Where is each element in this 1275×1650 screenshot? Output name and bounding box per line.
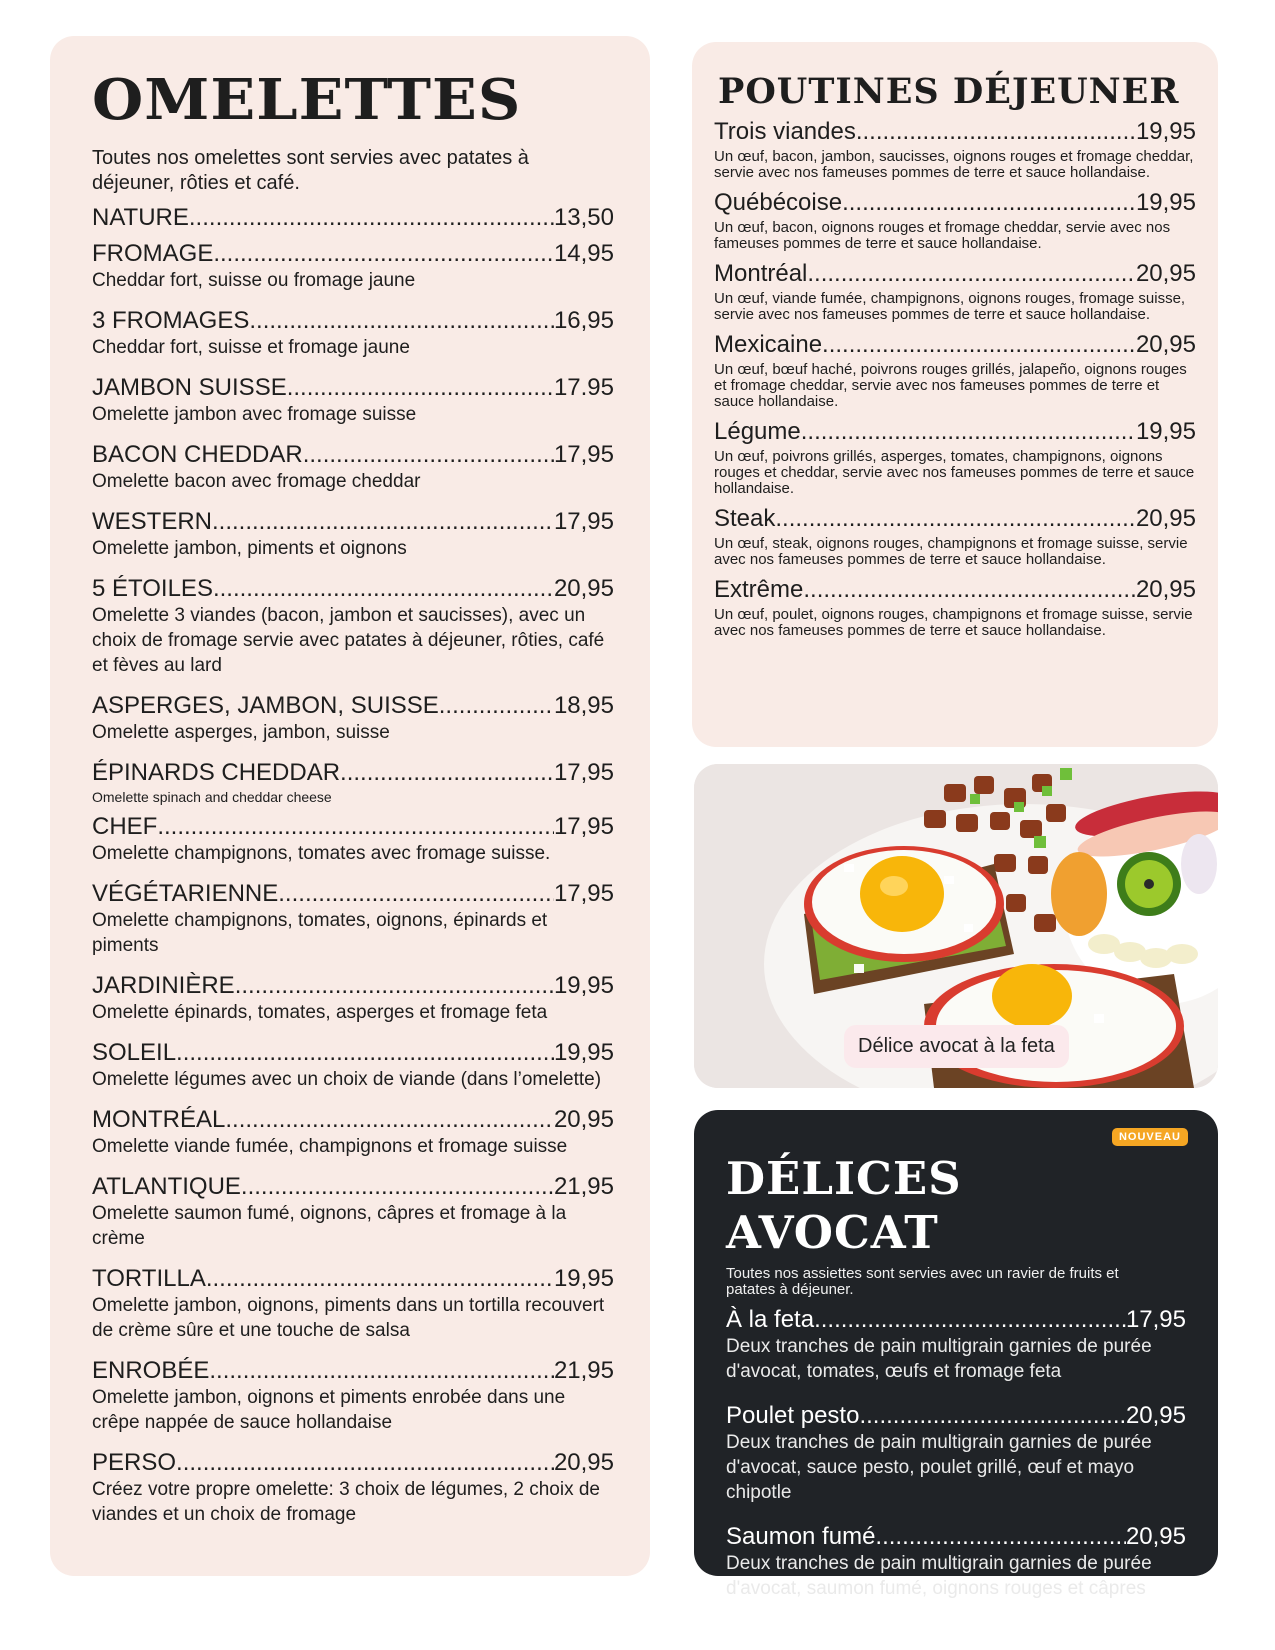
item-price: 18,95	[553, 692, 614, 719]
menu-item	[726, 1402, 1186, 1505]
item-description: Un œuf, steak, oignons rouges, champignons et fromage suisse, servie avec nos fameuses pommes de terre et sauce hollandaise.	[714, 535, 1188, 568]
item-price: 19,95	[1135, 418, 1196, 445]
item-description: Un œuf, poivrons grillés, asperges, tomates, champignons, oignons rouges et cheddar, servie avec nos fameuses pommes de terre et sauce hollandaise.	[714, 448, 1195, 497]
menu-item	[92, 813, 614, 866]
item-price: 19,95	[1135, 189, 1196, 216]
menu-item	[92, 1106, 614, 1159]
item-price: 20,95	[1135, 331, 1196, 358]
item-price: 16,95	[553, 307, 614, 334]
item-price: 19,95	[1135, 118, 1196, 145]
item-price: 17,95	[553, 880, 614, 907]
item-name: VÉGÉTARIENNE	[92, 880, 279, 907]
item-description: Un œuf, poulet, oignons rouges, champignons et fromage suisse, servie avec nos fameuses pommes de terre et sauce hollandaise.	[714, 606, 1193, 639]
item-price: 14,95	[553, 240, 614, 267]
item-description: Deux tranches de pain multigrain garnies de purée d'avocat, saumon fumé, oignons rouges et câpres	[726, 1553, 1152, 1599]
item-description: Créez votre propre omelette: 3 choix de légumes, 2 choix de viandes et un choix de fromage	[92, 1479, 600, 1525]
item-price: 17.95	[553, 374, 614, 401]
item-price: 20,95	[1135, 576, 1196, 603]
item-name: Saumon fumé	[726, 1523, 876, 1550]
item-price: 19,95	[553, 1039, 614, 1066]
item-description: Omelette asperges, jambon, suisse	[92, 722, 390, 743]
menu-item	[92, 759, 614, 807]
item-name: TORTILLA	[92, 1265, 206, 1292]
item-name: ATLANTIQUE	[92, 1173, 241, 1200]
menu-item	[92, 1449, 614, 1527]
menu-item	[92, 508, 614, 561]
item-name: WESTERN	[92, 508, 212, 535]
item-name: Légume	[714, 418, 801, 445]
item-price: 21,95	[553, 1357, 614, 1384]
photo-caption: Délice avocat à la feta	[844, 1025, 1069, 1068]
item-price: 20,95	[553, 1106, 614, 1133]
item-price: 17,95	[553, 441, 614, 468]
item-price: 17,95	[1125, 1306, 1186, 1333]
menu-item	[92, 1265, 614, 1343]
item-description: Un œuf, bacon, jambon, saucisses, oignons rouges et fromage cheddar, servie avec nos fameuses pommes de terre et sauce hollandaise.	[714, 148, 1194, 181]
omelettes-panel	[50, 36, 650, 1576]
omelettes-title: OMELETTES	[92, 67, 522, 133]
item-description: Omelette épinards, tomates, asperges et fromage feta	[92, 1002, 548, 1023]
item-description: Cheddar fort, suisse ou fromage jaune	[92, 270, 416, 291]
menu-item	[92, 1173, 614, 1251]
menu-item	[714, 189, 1196, 252]
item-name: JARDINIÈRE	[92, 972, 235, 999]
item-description: Omelette jambon avec fromage suisse	[92, 404, 417, 425]
item-name: Poulet pesto	[726, 1402, 860, 1429]
item-name: FROMAGE	[92, 240, 214, 267]
item-description: Deux tranches de pain multigrain garnies de purée d'avocat, sauce pesto, poulet grillé, œuf et mayo chipotle	[726, 1432, 1152, 1503]
item-price: 20,95	[1125, 1523, 1186, 1550]
menu-item	[726, 1306, 1186, 1384]
avocat-title: DÉLICES AVOCAT	[726, 1152, 962, 1259]
item-description: Omelette jambon, oignons, piments dans un tortilla recouvert de crème sûre et une touche de salsa	[92, 1295, 605, 1341]
item-description: Un œuf, bacon, oignons rouges et fromage cheddar, servie avec nos fameuses pommes de terre et sauce hollandaise.	[714, 219, 1171, 252]
item-price: 20,95	[553, 1449, 614, 1476]
menu-item	[714, 576, 1196, 639]
item-description: Omelette jambon, piments et oignons	[92, 538, 407, 559]
menu-item	[92, 441, 614, 494]
avocat-list	[726, 1306, 1186, 1601]
item-name: ENROBÉE	[92, 1357, 210, 1384]
item-name: Trois viandes	[714, 118, 856, 145]
omelettes-intro: Toutes nos omelettes sont servies avec patates à déjeuner, rôties et café.	[92, 147, 529, 194]
item-description: Deux tranches de pain multigrain garnies de purée d'avocat, tomates, œufs et fromage feta	[726, 1336, 1152, 1382]
menu-item	[92, 307, 614, 360]
item-price: 13,50	[553, 204, 614, 231]
item-name: MONTRÉAL	[92, 1106, 226, 1133]
new-badge: NOUVEAU	[1112, 1128, 1188, 1146]
item-description: Omelette saumon fumé, oignons, câpres et fromage à la crème	[92, 1203, 567, 1249]
item-name: JAMBON SUISSE	[92, 374, 287, 401]
menu-item	[92, 692, 614, 745]
item-description: Omelette 3 viandes (bacon, jambon et saucisses), avec un choix de fromage servie avec patates à déjeuner, rôties, café et fèves au lard	[92, 605, 605, 676]
item-description: Omelette spinach and cheddar cheese	[92, 789, 332, 805]
item-price: 17,95	[553, 759, 614, 786]
item-price: 21,95	[553, 1173, 614, 1200]
item-description: Cheddar fort, suisse et fromage jaune	[92, 337, 410, 358]
item-name: PERSO	[92, 1449, 177, 1476]
item-name: NATURE	[92, 204, 189, 231]
menu-item	[714, 118, 1196, 181]
item-description: Omelette jambon, oignons et piments enrobée dans une crêpe nappée de sauce hollandaise	[92, 1387, 566, 1433]
food-photo	[694, 764, 1218, 1088]
poutines-title: POUTINES DÉJEUNER	[718, 71, 1180, 112]
item-price: 20,95	[553, 575, 614, 602]
item-name: BACON CHEDDAR	[92, 441, 303, 468]
menu-item	[714, 418, 1196, 497]
item-price: 20,95	[1135, 260, 1196, 287]
item-name: Extrême	[714, 576, 804, 603]
menu-item	[92, 374, 614, 427]
item-description: Omelette bacon avec fromage cheddar	[92, 471, 421, 492]
item-name: Québécoise	[714, 189, 843, 216]
menu-item	[726, 1523, 1186, 1601]
item-name: Steak	[714, 505, 776, 532]
item-description: Omelette légumes avec un choix de viande (dans l’omelette)	[92, 1069, 602, 1090]
menu-item	[92, 1039, 614, 1092]
item-price: 19,95	[553, 1265, 614, 1292]
item-name: SOLEIL	[92, 1039, 177, 1066]
avocat-intro: Toutes nos assiettes sont servies avec un ravier de fruits et patates à déjeuner.	[726, 1265, 1119, 1298]
menu-item	[714, 260, 1196, 323]
menu-item	[92, 1357, 614, 1435]
item-price: 20,95	[1125, 1402, 1186, 1429]
menu-item	[92, 240, 614, 293]
item-description: Un œuf, bœuf haché, poivrons rouges grillés, jalapeño, oignons rouges et fromage cheddar, servie avec nos fameuses pommes de terre et sauce hollandaise.	[714, 361, 1187, 410]
item-description: Omelette champignons, tomates, oignons, épinards et piments	[92, 910, 548, 956]
item-name: CHEF	[92, 813, 158, 840]
avocat-panel	[694, 1110, 1218, 1599]
item-name: ASPERGES, JAMBON, SUISSE	[92, 692, 439, 719]
menu-item	[92, 880, 614, 958]
item-description: Un œuf, viande fumée, champignons, oignons rouges, fromage suisse, servie avec nos fameuses pommes de terre et sauce hollandaise.	[714, 290, 1186, 323]
item-description: Omelette champignons, tomates avec fromage suisse.	[92, 843, 551, 864]
item-price: 19,95	[553, 972, 614, 999]
item-name: À la feta	[726, 1306, 815, 1333]
menu-item	[92, 575, 614, 678]
item-name: ÉPINARDS CHEDDAR	[92, 759, 341, 786]
menu-item	[714, 505, 1196, 568]
menu-item	[92, 204, 614, 232]
omelettes-list	[92, 204, 614, 1527]
poutines-panel	[692, 42, 1218, 747]
item-price: 20,95	[1135, 505, 1196, 532]
item-name: 3 FROMAGES	[92, 307, 250, 334]
item-name: Mexicaine	[714, 331, 823, 358]
item-name: Montréal	[714, 260, 808, 287]
menu-item	[714, 331, 1196, 410]
menu-item	[92, 972, 614, 1025]
poutines-list	[714, 118, 1196, 639]
item-price: 17,95	[553, 813, 614, 840]
item-description: Omelette viande fumée, champignons et fromage suisse	[92, 1136, 568, 1157]
item-name: 5 ÉTOILES	[92, 575, 213, 602]
item-price: 17,95	[553, 508, 614, 535]
